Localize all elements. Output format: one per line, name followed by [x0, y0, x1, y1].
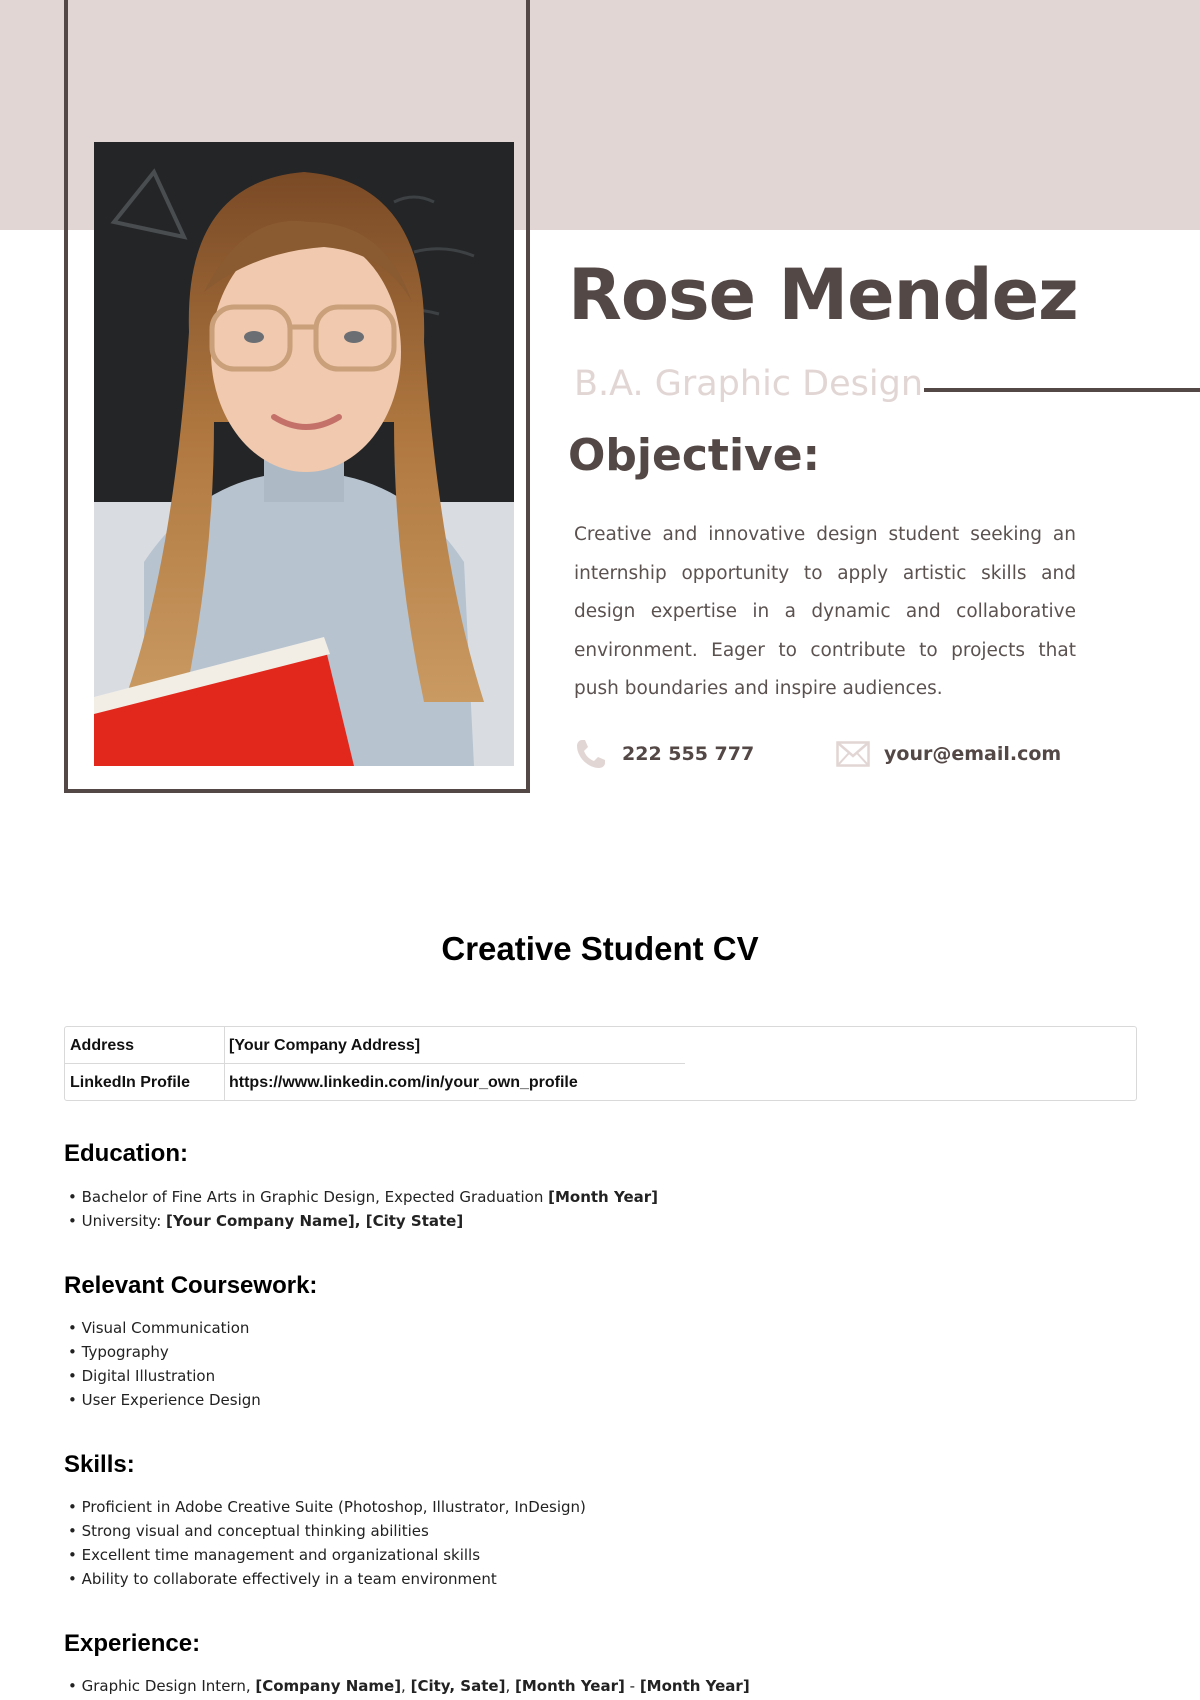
list-item: • Visual Communication: [68, 1316, 261, 1340]
list-item: • Digital Illustration: [68, 1364, 261, 1388]
list-item: • Ability to collaborate effectively in a team environment: [68, 1567, 586, 1591]
list-item: • Bachelor of Fine Arts in Graphic Design, Expected Graduation [Month Year]: [68, 1185, 658, 1209]
email-contact: [836, 736, 1061, 772]
profile-photo: [94, 142, 514, 766]
education-list: [68, 1185, 658, 1233]
phone-contact: [574, 736, 754, 772]
candidate-name: Rose Mendez: [568, 254, 1078, 336]
skills-list: [68, 1495, 586, 1591]
degree-title: B.A. Graphic Design: [574, 364, 924, 404]
objective-text: Creative and innovative design student seeking an internship opportunity to apply artistic skills and design expertise in a dynamic and collaborative environment. Eager to contribute to projects that push boundaries and inspire audiences.: [574, 524, 1076, 700]
experience-heading: Experience:: [64, 1630, 201, 1657]
document-title: Creative Student CV: [441, 930, 759, 967]
info-value: https://www.linkedin.com/in/your_own_profile: [229, 1074, 578, 1091]
list-item: • University: [Your Company Name], [City State]: [68, 1209, 658, 1233]
info-table: [64, 1026, 1137, 1101]
list-item: • Proficient in Adobe Creative Suite (Photoshop, Illustrator, InDesign): [68, 1495, 586, 1519]
list-item: • Typography: [68, 1340, 261, 1364]
coursework-list: [68, 1316, 261, 1412]
degree-row: [574, 364, 1200, 414]
coursework-heading: Relevant Coursework:: [64, 1272, 318, 1299]
info-label: Address: [70, 1037, 135, 1054]
envelope-icon: [836, 741, 870, 767]
info-value: [Your Company Address]: [229, 1037, 421, 1054]
info-row-linkedin: [65, 1064, 685, 1101]
list-item: • Graphic Design Intern, [Company Name], [City, Sate], [Month Year] - [Month Year]: [68, 1674, 750, 1698]
list-item: • Strong visual and conceptual thinking abilities: [68, 1519, 586, 1543]
degree-divider: [924, 388, 1200, 392]
info-row-address: [65, 1027, 685, 1064]
experience-list: [68, 1674, 750, 1698]
email-address: your@email.com: [884, 743, 1062, 765]
list-item: • User Experience Design: [68, 1388, 261, 1412]
skills-heading: Skills:: [64, 1451, 135, 1478]
list-item: • Excellent time management and organizational skills: [68, 1543, 586, 1567]
info-label: LinkedIn Profile: [70, 1074, 191, 1091]
portrait-illustration: [94, 142, 514, 766]
education-heading: Education:: [64, 1140, 188, 1167]
objective-heading: Objective:: [568, 430, 821, 481]
phone-icon: [574, 737, 608, 771]
phone-number: 222 555 777: [622, 743, 755, 765]
